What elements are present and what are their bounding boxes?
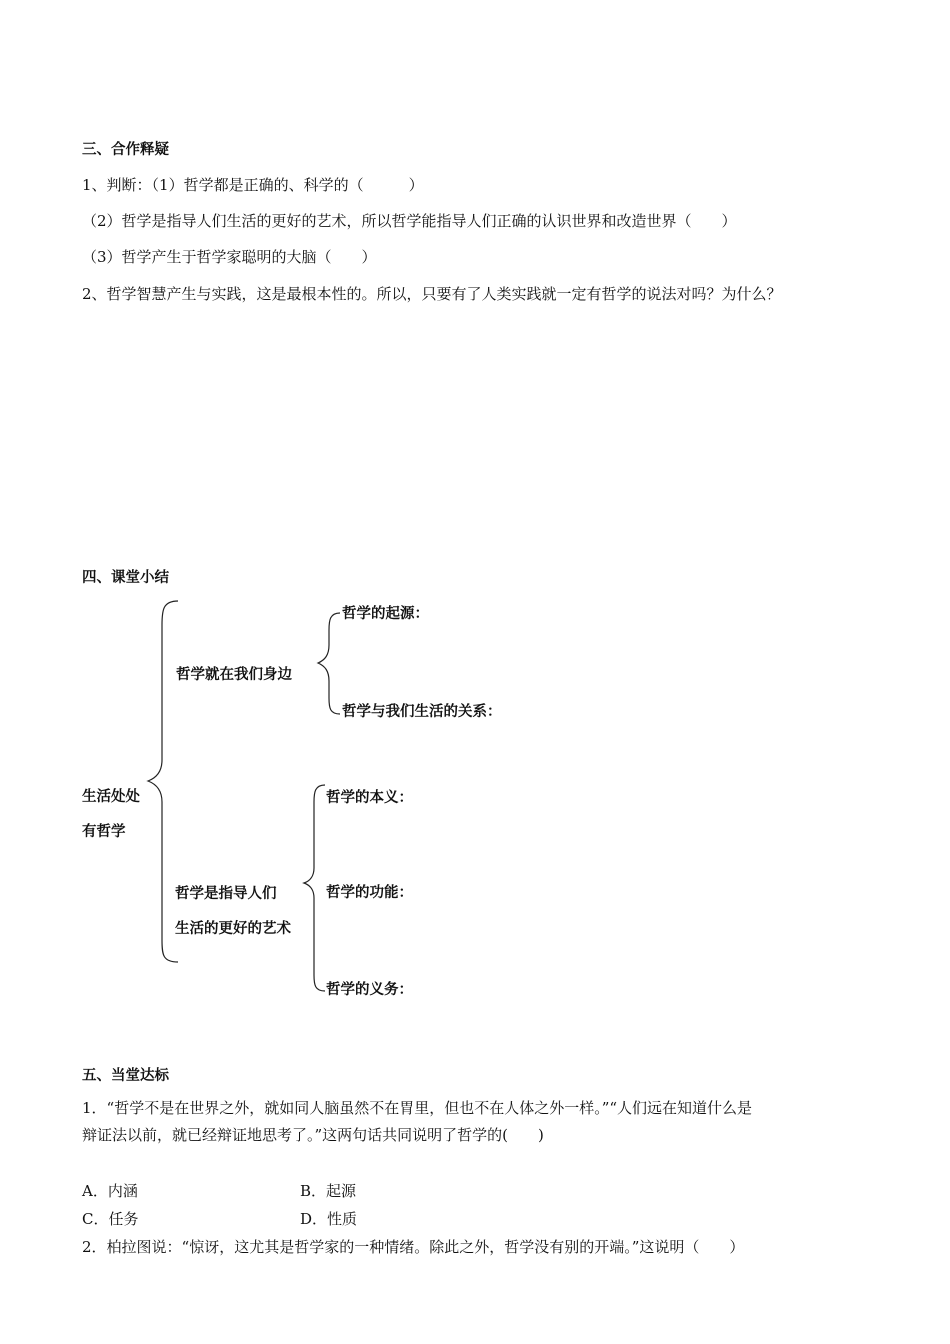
question-1-3: （3）哲学产生于哲学家聪明的大脑（ ）	[82, 248, 377, 266]
branch1-item-relation: 哲学与我们生活的关系：	[342, 704, 502, 720]
section-title-5: 五、当堂达标	[82, 1068, 169, 1084]
branch2-item-duty: 哲学的义务：	[326, 982, 413, 998]
root-label-line1: 生活处处	[82, 789, 140, 805]
option-d: D．性质	[300, 1210, 358, 1228]
question-1-2: （2）哲学是指导人们生活的更好的艺术，所以哲学能指导人们正确的认识世界和改造世界（ ）	[82, 212, 737, 230]
branch2-brace	[304, 785, 325, 991]
branch2-item-meaning: 哲学的本义：	[326, 790, 413, 806]
branch1-brace	[318, 613, 340, 714]
option-a: A．内涵	[82, 1182, 138, 1200]
mc-question-2: 2．柏拉图说：“惊讶，这尤其是哲学家的一种情绪。除此之外，哲学没有别的开端。”这说明（ ）	[82, 1238, 745, 1256]
question-2: 2、哲学智慧产生与实践，这是最根本性的。所以，只要有了人类实践就一定有哲学的说法对吗？为什么？	[82, 285, 782, 303]
option-c: C．任务	[82, 1210, 139, 1228]
mc-question-1-line1: 1．“哲学不是在世界之外，就如同人脑虽然不在胃里，但也不在人体之外一样。”“人们远在知道什么是	[82, 1099, 753, 1117]
question-1: 1、判断：（1）哲学都是正确的、科学的（ ）	[82, 176, 424, 194]
branch2-item-function: 哲学的功能：	[326, 885, 413, 901]
option-b: B．起源	[300, 1182, 357, 1200]
mc-question-1-line2: 辩证法以前，就已经辩证地思考了。”这两句话共同说明了哲学的( )	[82, 1126, 544, 1144]
branch2-label-line1: 哲学是指导人们	[175, 886, 277, 902]
root-brace	[148, 601, 178, 962]
branch1-label: 哲学就在我们身边	[176, 667, 292, 683]
branch2-label-line2: 生活的更好的艺术	[175, 921, 291, 937]
root-label-line2: 有哲学	[82, 824, 126, 840]
section-title-4: 四、课堂小结	[82, 570, 169, 586]
section-title-3: 三、合作释疑	[82, 142, 169, 158]
branch1-item-origin: 哲学的起源：	[342, 606, 429, 622]
